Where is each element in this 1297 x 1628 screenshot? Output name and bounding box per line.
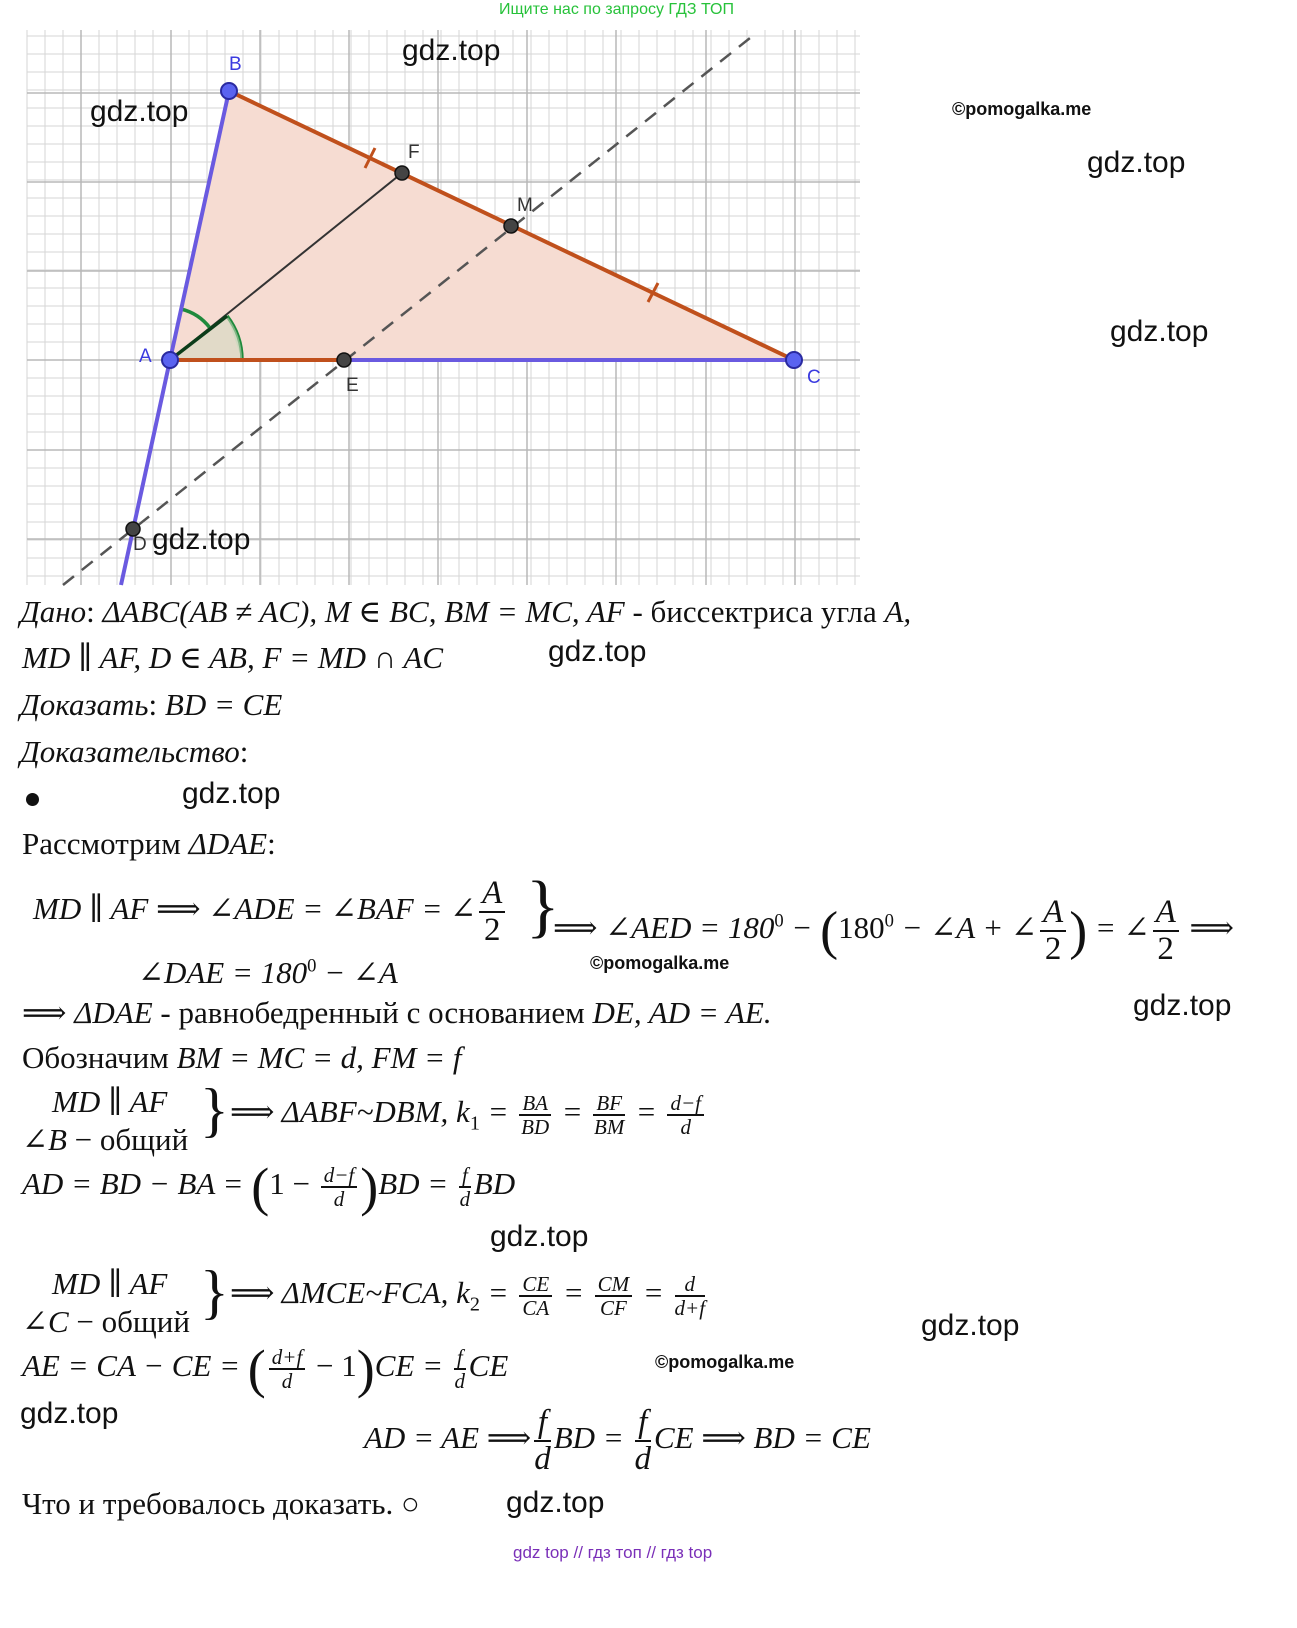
given-label: Дано — [20, 594, 87, 629]
given-text-1: - биссектриса угла — [624, 594, 885, 629]
watermark: gdz.top — [921, 1309, 1020, 1342]
frac-cm-cf: $\frac{CM}{CF}$ — [595, 1273, 633, 1319]
prove-label: Доказать — [20, 687, 149, 722]
triangle-abc-fill — [170, 91, 794, 360]
sim1-right: ⟹ ΔABF~DBM, $k_1$ = $\frac{BA}{BD}$ = $\frac{BF}{BM}$ = $\frac{d-f}{d}$ — [230, 1092, 707, 1138]
proof-label: Доказательство — [20, 734, 240, 769]
proof-heading: Доказательство: — [20, 734, 249, 769]
watermark: gdz.top — [152, 523, 251, 556]
frac-d-d-plus-f: $\frac{d}{d+f}$ — [674, 1272, 706, 1321]
point-c — [786, 352, 802, 368]
notation-line: Обозначим BM = MC = d, FM = f — [22, 1040, 462, 1075]
consider-text: Рассмотрим — [22, 826, 189, 861]
frac-f-d: $\frac{f}{d}$ — [634, 1404, 651, 1477]
geometry-figure — [0, 0, 880, 590]
frac-a-2: $\frac{A}{2}$ — [1153, 895, 1179, 966]
ad-line: AD = BD − BA = (1 − $\frac{d-f}{d}$ )BD = $\frac{f}{d}$ BD — [22, 1157, 516, 1217]
sim1-row2: ∠B − общий — [22, 1122, 189, 1157]
frac-ba-bd: $\frac{BA}{BD}$ — [521, 1091, 550, 1140]
sim1-row1: MD ∥ AF — [52, 1084, 168, 1119]
frac-f-d: $\frac{f}{d}$ — [454, 1344, 465, 1393]
point-m — [504, 219, 518, 233]
final-line: AD = AE ⟹ $\frac{f}{d}$ BD = $\frac{f}{d}$ CE ⟹ BD = CE — [364, 1404, 871, 1477]
consider-line: Рассмотрим ΔDAE: — [22, 826, 276, 861]
frac-f-d: $\frac{f}{d}$ — [459, 1162, 471, 1211]
prove-line: Доказать: BD = CE — [20, 687, 283, 722]
right-brace-1: } — [526, 868, 560, 945]
consider-tri: ΔDAE — [188, 826, 268, 861]
step1-right: ⟹ ∠AED = $180^0 - (180^0$ − ∠A + ∠ $\frac{A}{2}$ ) = ∠ $\frac{A}{2}$ ⟹ — [553, 894, 1234, 967]
right-brace-3: } — [200, 1259, 229, 1325]
point-f — [395, 166, 409, 180]
watermark: gdz.top — [182, 777, 281, 810]
point-e — [337, 353, 351, 367]
watermark-pomogalka: ©pomogalka.me — [952, 99, 1092, 119]
frac-f-d: $\frac{f}{d}$ — [534, 1404, 551, 1477]
label-c: C — [807, 367, 821, 388]
footer-links[interactable]: gdz top // гдз топ // гдз top — [513, 1543, 713, 1562]
label-m: M — [517, 195, 533, 216]
top-banner: Ищите нас по запросу ГДЗ ТОП — [499, 1, 734, 18]
right-brace-2: } — [200, 1077, 229, 1143]
watermark: gdz.top — [402, 34, 501, 67]
watermark: gdz.top — [490, 1220, 589, 1253]
watermark-pomogalka: ©pomogalka.me — [655, 1352, 795, 1372]
label-f: F — [408, 142, 420, 163]
given-math-1: ΔABC(AB ≠ AC), M ∈ BC, BM = MC, AF — [102, 594, 625, 629]
watermark: gdz.top — [1133, 989, 1232, 1022]
watermark: gdz.top — [548, 635, 647, 668]
frac-d-minus-f-d: $\frac{d-f}{d}$ — [321, 1164, 358, 1210]
sim2-row2: ∠C − общий — [22, 1304, 190, 1339]
watermark: gdz.top — [20, 1397, 119, 1430]
sim2-right: ⟹ ΔMCE~FCA, $k_2$ = $\frac{CE}{CA}$ = $\frac{CM}{CF}$ = $\frac{d}{d+f}$ — [230, 1272, 706, 1321]
label-a: A — [139, 346, 152, 367]
frac-a-2: $\frac{A}{2}$ — [1040, 895, 1066, 966]
watermark: gdz.top — [1110, 315, 1209, 348]
sim2-row1: MD ∥ AF — [52, 1266, 168, 1301]
isosceles-line: ⟹ ΔDAE - равнобедренный с основанием DE, AD = AE. — [22, 995, 772, 1030]
ae-line: AE = CA − CE = ( $\frac{d+f}{d}$ − 1)CE = $\frac{f}{d}$ CE — [22, 1339, 509, 1399]
bullet — [26, 793, 39, 806]
point-b — [221, 83, 237, 99]
qed-line: Что и требовалось доказать. ○ — [22, 1486, 420, 1521]
point-a — [162, 352, 178, 368]
label-e: E — [346, 375, 359, 396]
step1-row1 — [33, 876, 508, 947]
step1-left: MD ∥ AF ⟹ ∠ADE = ∠BAF = ∠ — [33, 890, 477, 926]
frac-d-minus-f-d: $\frac{d-f}{d}$ — [667, 1092, 704, 1138]
frac-d-plus-f-d: $\frac{d+f}{d}$ — [269, 1346, 306, 1392]
frac-bf-bm: $\frac{BF}{BM}$ — [594, 1091, 625, 1140]
step1-row2: ∠DAE = $180^0$ − ∠A — [138, 955, 398, 990]
watermark: gdz.top — [1087, 146, 1186, 179]
frac-a-2: $\frac{A}{2}$ — [479, 876, 505, 947]
frac-ce-ca: $\frac{CE}{CA}$ — [519, 1273, 552, 1319]
watermark: gdz.top — [90, 95, 189, 128]
given-angle: A, — [884, 594, 912, 629]
label-b: B — [229, 54, 242, 75]
label-d: D — [133, 534, 147, 555]
watermark-pomogalka: ©pomogalka.me — [590, 953, 730, 973]
prove-math: BD = CE — [164, 687, 283, 722]
watermark: gdz.top — [506, 1486, 605, 1519]
given-line-2: MD ∥ AF, D ∈ AB, F = MD ∩ AC — [22, 640, 443, 675]
given-line-1: Дано: ΔABC(AB ≠ AC), M ∈ BC, BM = MC, AF - биссектриса угла A, — [20, 594, 912, 629]
